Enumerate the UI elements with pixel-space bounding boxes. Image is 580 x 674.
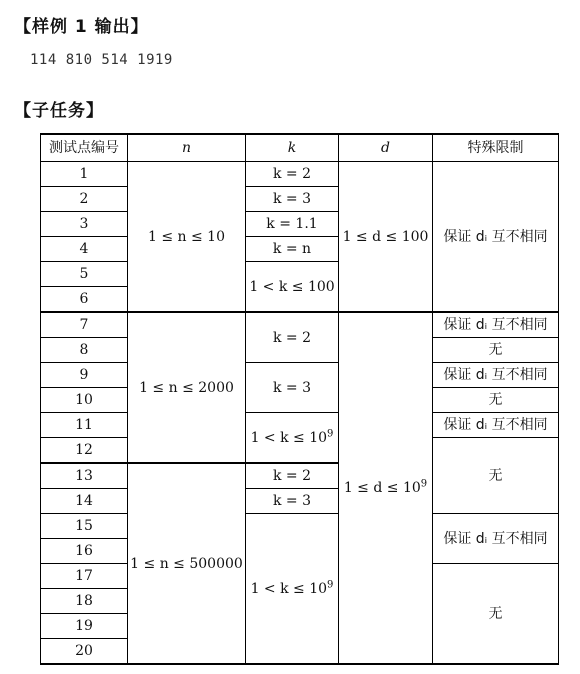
sample-output-heading: 【样例 1 输出】: [14, 17, 149, 37]
n-range-cell: 1 ≤ n ≤ 2000: [128, 312, 246, 463]
k-range-text: 1 < k ≤ 10: [250, 580, 328, 597]
col-header-test-id: 测试点编号: [41, 134, 128, 162]
table-row: [41, 514, 559, 539]
k-cell: [246, 514, 339, 665]
test-id-cell: 20: [41, 639, 128, 665]
col-header-k: k: [246, 134, 339, 162]
special-cell: 无: [433, 388, 559, 413]
table-row: [41, 312, 559, 338]
d-range-text: 1 ≤ d ≤ 10: [343, 480, 421, 496]
test-id-cell: 4: [41, 237, 128, 262]
col-header-special: 特殊限制: [433, 134, 559, 162]
special-cell: 无: [433, 338, 559, 363]
table-header-row: [41, 134, 559, 162]
col-header-d: d: [339, 134, 433, 162]
k-cell: k = 3: [246, 187, 339, 212]
table-row: [41, 162, 559, 187]
test-id-cell: 15: [41, 514, 128, 539]
col-header-n: n: [128, 134, 246, 162]
k-cell: k = 3: [246, 489, 339, 514]
test-id-cell: 3: [41, 212, 128, 237]
special-cell: 保证 dᵢ 互不相同: [433, 413, 559, 438]
d-range-cell: 1 ≤ d ≤ 100: [339, 162, 433, 313]
special-cell: 无: [433, 564, 559, 665]
table-row: [41, 413, 559, 438]
k-cell: 1 < k ≤ 100: [246, 262, 339, 313]
test-id-cell: 1: [41, 162, 128, 187]
test-id-cell: 12: [41, 438, 128, 464]
d-range-exponent: 9: [420, 478, 428, 490]
k-cell: k = 3: [246, 363, 339, 413]
subtask-table: [40, 133, 559, 665]
k-cell: k = n: [246, 237, 339, 262]
special-cell: 无: [433, 438, 559, 514]
test-id-cell: 16: [41, 539, 128, 564]
k-cell: k = 2: [246, 312, 339, 363]
subtasks-heading: 【子任务】: [14, 101, 104, 121]
k-range-text: 1 < k ≤ 10: [250, 429, 328, 446]
test-id-cell: 10: [41, 388, 128, 413]
test-id-cell: 19: [41, 614, 128, 639]
special-cell: 保证 dᵢ 互不相同: [433, 312, 559, 338]
d-range-cell: [339, 312, 433, 664]
k-range-exponent: 9: [327, 427, 334, 439]
special-cell: 保证 dᵢ 互不相同: [433, 514, 559, 564]
test-id-cell: 14: [41, 489, 128, 514]
k-cell: k = 2: [246, 162, 339, 187]
k-cell: k = 1.1: [246, 212, 339, 237]
sample-output-text: 114 810 514 1919: [30, 52, 173, 68]
test-id-cell: 6: [41, 287, 128, 313]
test-id-cell: 11: [41, 413, 128, 438]
k-range-exponent: 9: [327, 578, 334, 590]
test-id-cell: 18: [41, 589, 128, 614]
test-id-cell: 13: [41, 463, 128, 489]
test-id-cell: 17: [41, 564, 128, 589]
test-id-cell: 9: [41, 363, 128, 388]
test-id-cell: 2: [41, 187, 128, 212]
table-row: [41, 363, 559, 388]
special-cell: 保证 dᵢ 互不相同: [433, 162, 559, 313]
test-id-cell: 7: [41, 312, 128, 338]
n-range-cell: 1 ≤ n ≤ 10: [128, 162, 246, 313]
test-id-cell: 8: [41, 338, 128, 363]
k-cell: k = 2: [246, 463, 339, 489]
k-cell: [246, 413, 339, 464]
special-cell: 保证 dᵢ 互不相同: [433, 363, 559, 388]
test-id-cell: 5: [41, 262, 128, 287]
n-range-cell: 1 ≤ n ≤ 500000: [128, 463, 246, 664]
